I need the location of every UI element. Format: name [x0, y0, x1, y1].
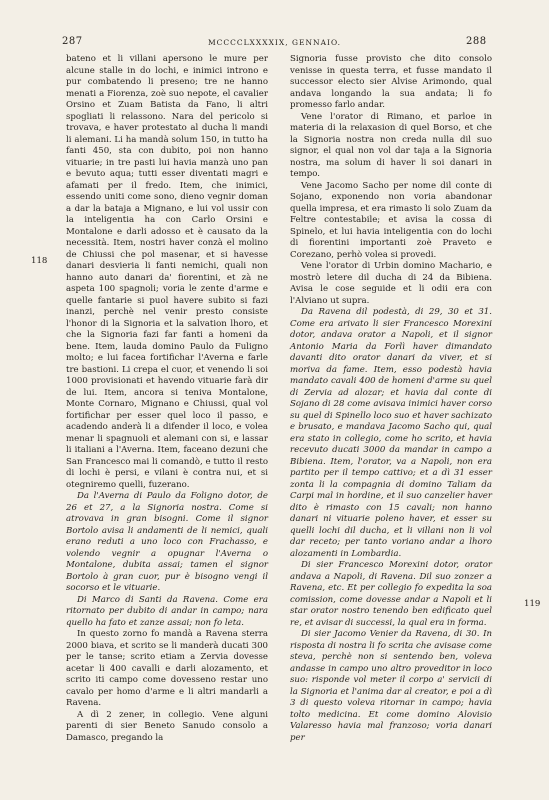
right-column [290, 54, 492, 744]
paragraph: Vene l'orator di Urbin domino Machario, e mostrò letere dil ducha di 24 da Bibiena. Avisa le cose seguide et li odii era con l'Alviano ut supra. [290, 261, 492, 306]
paragraph: A dì 2 zener, in collegio. Vene alguni parenti di sier Beneto Sanudo consolo a Damasco, pregando la [66, 709, 268, 743]
paragraph: Vene Jacomo Sacho per nome dil conte di Sojano, exponendo non voria abandonar quella impresa, et era rimasto li solo Zuam da Feltre contestabile; et avisa la cossa di Spinelo, et lui havia inteligentia con do lochi di fiorentini importanti zoè Praveto e Corezano, perhò volea si provedi. [290, 180, 492, 260]
running-title: MCCCCLXXXXIX, GENNAIO. [207, 38, 342, 47]
left-column [66, 54, 268, 744]
margin-number-left: 118 [31, 256, 48, 266]
paragraph: Di sier Francesco Morexini dotor, orator andava a Napoli, di Ravena. Dil suo zonzer a Ravena, etc. Et per collegio fo expedita la soa comission, come dovesse andar a Napoli et li star orator nostro tenendo ben edificato quel re, et avisar di successi, la qual era in forma. [290, 560, 492, 628]
paragraph: Di Marco di Santi da Ravena. Come era ritornato per dubito di andar in campo; nara quello ha fato et zanze assai; non fo leta. [66, 594, 268, 628]
paragraph: Signoria fusse provisto che dito consolo venisse in questa terra, et fusse mandato il successor electo sier Alvise Arimondo, qual andava longando la sua andata; li fo promesso farlo andar. [290, 54, 492, 110]
page-number-left: 287 [62, 36, 83, 47]
paragraph: Da l'Averna di Paulo da Foligno dotor, de 26 et 27, a la Signoria nostra. Come si atrovava in gran bisogni. Come il signor Bortolo avisa li andamenti de li nemici, quali erano reduti a uno loco con Frachasso, e volendo vegnir a opugnar l'Averna o Montalone, dubita assai; tamen el signor Bortolo à gran cuor, pur è bisogno vengi il socorso et le vituarie. [66, 491, 268, 593]
paragraph: Vene l'orator di Rimano, et parloe in materia di la relaxasion di quel Borso, et che la Signoria nostra non creda nulla dil suo signor, el qual non vol dar taja a la Signoria nostra, ma solum di haver li soi danari in tempo. [290, 111, 492, 179]
paragraph: In questo zorno fo mandà a Ravena sterra 2000 biava, et scrito se li manderà ducati 300 per le tanse; scrito etiam a Zervia dovesse acetar li 400 cavalli e darli alozamento, et scrito iti campo come dovesseno restar uno cavalo per homo d'arme e li altri mandarli a Ravena. [66, 629, 268, 708]
paragraph: Di sier Jacomo Venier da Ravena, di 30. In risposta di nostra li fo scrita che avisase come steva, perchè non si sentendo ben, voleva andasse in campo uno altro proveditor in loco suo: risponde vol meter il corpo a' servicii di la Signoria et l'anima dar al creator, e poi a dì 3 di questo voleva ritornar in campo; havia tolto medicina. Et come domino Alovisio Valaresso havia mal franzoso; voria danari per [290, 629, 492, 743]
page-number-right: 288 [466, 36, 487, 47]
paragraph: bateno et li villani apersono le mure per alcune stalle in do lochi, e inimici introno e pur combatendo li preseno; tre ne hanno menati a Fiorenza, zoè suo nepote, el cavalier Orsino et Zuam Batista da Fano, li altri spogliati li relassono. Nara del pericolo si trovava, e haver protestato al ducha li mandi li alemani. Li ha mandà solum 150, in tutto ha fanti 450, sta con dubito, poi non hanno vituarie; in tre pasti lui havia manzà uno pan e bevuto aqua; tutti esser diventati magri e afamati per il fredo. Item, che inimici, essendo uniti come sono, dieno vegnir doman a dar la bataja a Mignano, e lui vol ussir con la inteligentia ha con Carlo Orsini e Montalone e darli adosso et è causato da la necessità. Item, nostri haver conzà el molino de Chiussi che pol masenar, et si havesse danari desvieria li fanti nemichi, quali non hanno auto danari da' fiorentini, et zà ne aspeta 100 spagnoli; voria le zente d'arme e quelle fantarie si puol havere subito si fazi inanzi, perchè nel venir presto consiste l'honor di la Signoria et la salvation lhoro, et che la Signoria fazi far fanti a homeni da bene. Item, lauda domino Paulo da Fuligno molto; e lui facea fortifichar l'Averna e farle tre bastioni. Li crepa el cuor, et venendo li soi 1000 provisionati et havendo vituarie farà dir de lui. Item, ancora si teniva Montalone, Monte Cornaro, Mignano e Chiussi, qual vol fortifichar per esser quel loco il passo, e acadendo anderà li a difender il loco, e volea menar li spagnuoli et alemani con si, e lassar li italiani a l'Averna. Item, faceano dezuni che San Francesco mai li comandò, e tutto il resto di lochi è persi, e vilani è contra nui, et si otegniremo quelli, fuzerano. [66, 54, 268, 490]
paragraph: Da Ravena dil podestà, di 29, 30 et 31. Come era arivato li sier Francesco Morexini dotor, andava orator a Napoli, et il signor Antonio Maria da Forlì haver dimandato davanti dito orator danari da viver, et si moriva da fame. Item, esso podestà havia mandato cavali 400 de homeni d'arme su quel di Zervia ad alozar; et havia dal conte di Sojano di 28 come avisava inimici haver corso su quel di Spinello loco suo et haver sachizato e brusato, e mandava Jacomo Sacho qui, qual era stato in collegio, come ho scrito, et havia recevuto ducati 3000 da mandar in campo a Bibiena. Item, l'orator, va a Napoli, non era partito per il tempo cattivo; et a dì 31 esser zonta li la compagnia di domino Taliam da Carpi mal in hordine, et il suo canzelier haver dito è rimasto con 15 cavali; non hanno danari ni vituarie poleno haver, et esser su quelli lochi dil ducha, et li villani non li vol dar receto; per tanto voriano andar a lhoro alozamenti in Lombardia. [290, 307, 492, 559]
margin-number-right: 119 [524, 599, 541, 609]
